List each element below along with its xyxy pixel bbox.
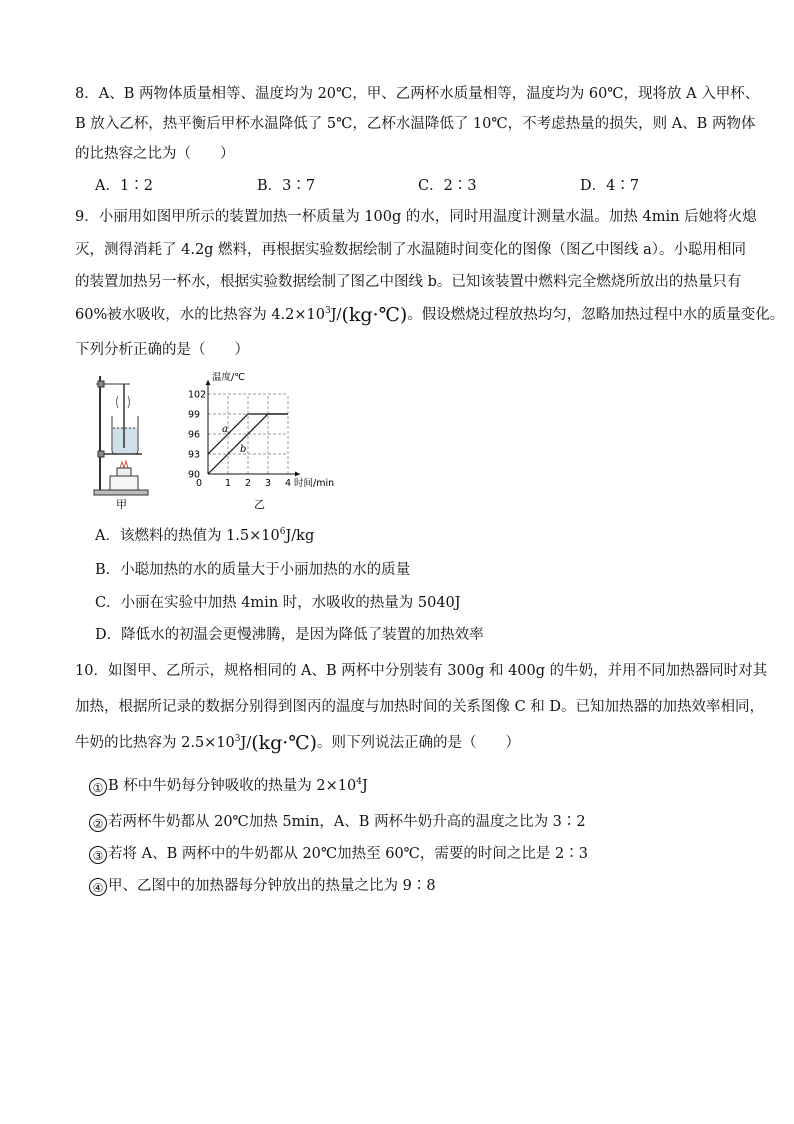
figure-label-jia: 甲 xyxy=(116,498,127,511)
q9-option-b: B．小聪加热的水的质量大于小丽加热的水的质量 xyxy=(95,562,411,578)
q10-line-1: 10．如图甲、乙所示，规格相同的 A、B 两杯中分别装有 300g 和 400g 的牛奶，并用不同加热器同时对其 xyxy=(75,663,768,679)
q9-line-4-text-b: J/ xyxy=(330,307,342,323)
temperature-time-chart xyxy=(188,371,334,489)
q9-line-5: 下列分析正确的是（ ） xyxy=(75,342,249,358)
q9-line-4-exponent: 3 xyxy=(325,306,331,316)
q10-line-2: 加热，根据所记录的数据分别得到图丙的温度与加热时间的关系图像 C 和 D。已知加热器的加热效率相同， xyxy=(75,699,765,715)
series-label-b: b xyxy=(240,444,247,455)
y-tick-label: 102 xyxy=(188,389,207,401)
q9-option-a xyxy=(95,526,314,546)
figure-label-yi: 乙 xyxy=(254,498,265,511)
statement-number-3: ③ xyxy=(89,846,107,864)
q9-option-a-text: A．该燃料的热值为 1.5×10 xyxy=(95,528,280,544)
x-axis-label: 时间/min xyxy=(294,478,335,489)
q10-statement-4 xyxy=(89,876,436,896)
q9-figure-svg xyxy=(90,368,350,518)
q9-line-4-unit: (kg·℃) xyxy=(341,304,408,326)
y-tick-label: 93 xyxy=(188,449,201,461)
q10-statement-2-text: 若两杯牛奶都从 20℃加热 5min，A、B 两杯牛奶升高的温度之比为 3∶2 xyxy=(108,814,586,830)
q10-line-3-text-d: 。则下列说法正确的是（ ） xyxy=(317,735,521,751)
q9-option-c: C．小丽在实验中加热 4min 时，水吸收的热量为 5040J xyxy=(95,595,461,611)
x-tick-label: 4 xyxy=(285,478,292,489)
y-axis-label: 温度/℃ xyxy=(212,372,245,383)
y-tick-label: 90 xyxy=(188,469,201,481)
q9-option-a-exponent: 6 xyxy=(279,527,286,537)
statement-number-2: ② xyxy=(89,814,107,832)
series-label-a: a xyxy=(222,424,228,435)
y-axis-arrow xyxy=(206,380,211,385)
q8-line-3: 的比热容之比为（ ） xyxy=(75,146,235,162)
y-tick-label: 96 xyxy=(188,429,201,441)
q8-option-a: A．1∶2 xyxy=(95,178,153,194)
q10-statement-1-unit: J xyxy=(361,778,368,794)
q9-line-2: 灭，测得消耗了 4.2g 燃料，再根据实验数据绘制了水温随时间变化的图像（图乙中图线 a）。小聪用相同 xyxy=(75,242,747,258)
q10-statement-3-text: 若将 A、B 两杯中的牛奶都从 20℃加热至 60℃，需要的时间之比是 2∶3 xyxy=(108,846,588,862)
q9-option-d: D．降低水的初温会更慢沸腾，是因为降低了装置的加热效率 xyxy=(95,627,484,643)
q9-line-1: 9．小丽用如图甲所示的装置加热一杯质量为 100g 的水，同时用温度计测量水温。加热 4min 后她将火熄 xyxy=(75,209,757,225)
q10-statement-1-text: B 杯中牛奶每分钟吸收的热量为 2×10 xyxy=(108,778,357,794)
x-tick-label: 0 xyxy=(196,478,203,489)
q8-option-c: C．2∶3 xyxy=(418,178,477,194)
q9-line-3: 的装置加热另一杯水，根据实验数据绘制了图乙中图线 b。已知该装置中燃料完全燃烧所放出的热量只有 xyxy=(75,274,742,290)
statement-number-1: ① xyxy=(89,778,107,796)
q10-statement-1-exponent: 4 xyxy=(356,777,362,787)
x-tick-label: 1 xyxy=(225,478,232,489)
q10-line-3 xyxy=(75,733,520,753)
q9-option-a-unit: J/kg xyxy=(285,528,315,544)
q8-line-2: B 放入乙杯，热平衡后甲杯水温降低了 5℃，乙杯水温降低了 10℃，不考虑热量的损失，则 A、B 两物体 xyxy=(75,116,756,132)
x-tick-label: 2 xyxy=(245,478,252,489)
q8-option-b: B．3∶7 xyxy=(257,178,316,194)
x-axis-arrow xyxy=(295,472,300,477)
q10-statement-2 xyxy=(89,812,586,832)
q8-line-1: 8．A、B 两物体质量相等、温度均为 20℃，甲、乙两杯水质量相等，温度均为 60℃，现将放 A 入甲杯、 xyxy=(75,86,760,102)
q10-line-3-text-b: J/ xyxy=(240,735,252,751)
q9-line-4-text-d: 。假设燃烧过程放热均匀，忽略加热过程中水的质量变化。 xyxy=(407,307,785,323)
statement-number-4: ④ xyxy=(89,878,107,896)
q9-line-4 xyxy=(75,305,784,325)
q10-statement-3 xyxy=(89,844,588,864)
q10-line-3-unit: (kg·℃) xyxy=(251,732,318,754)
heating-apparatus-illustration xyxy=(94,376,148,495)
q10-line-3-text-a: 牛奶的比热容为 2.5×10 xyxy=(75,735,235,751)
q10-line-3-exponent: 3 xyxy=(234,734,241,744)
q9-figure xyxy=(90,368,350,522)
q10-statement-1 xyxy=(89,776,368,796)
q9-line-4-text-a: 60%被水吸收，水的比热容为 4.2×10 xyxy=(75,307,325,323)
x-tick-label: 3 xyxy=(265,478,272,489)
q10-statement-4-text: 甲、乙图中的加热器每分钟放出的热量之比为 9∶8 xyxy=(108,878,436,894)
y-tick-label: 99 xyxy=(188,409,201,421)
q8-option-d: D．4∶7 xyxy=(580,178,640,194)
